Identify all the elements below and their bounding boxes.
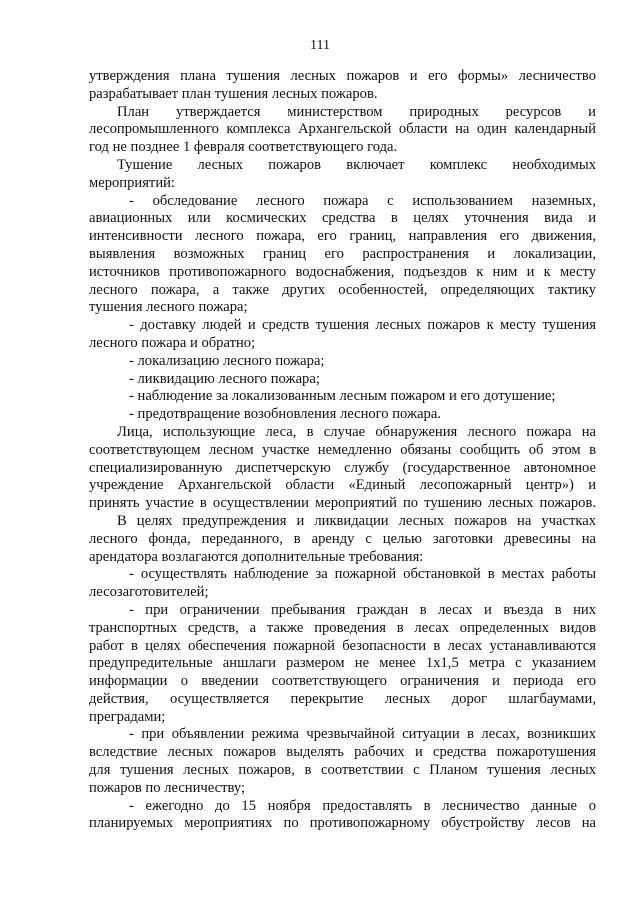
text-line: - ежегодно до 15 ноября предоставлять в лесничество данные о [129, 797, 596, 814]
text-line: арендатора возлагаются дополнительные требования: [89, 548, 424, 565]
text-line: мероприятий: [89, 174, 175, 191]
text-line: - осуществлять наблюдение за пожарной обстановкой в местах работы [129, 566, 596, 583]
text-line: В целях предупреждения и ликвидации лесных пожаров на участках [117, 512, 596, 529]
text-line: год не позднее 1 февраля соответствующего года. [89, 139, 398, 156]
text-line: источников противопожарного водоснабжения, подъездов к ним и к месту [89, 263, 596, 280]
text-line: действия, осуществляется перекрытие лесных дорог шлагбаумами, [89, 690, 596, 707]
page-number: 111 [310, 38, 330, 53]
text-line: - при ограничении пребывания граждан в лесах и въезда в них [129, 601, 596, 618]
text-line: - ликвидацию лесного пожара; [129, 370, 320, 387]
document-body [89, 68, 596, 833]
text-line: выявления возможных границ его распространения и локализации, [89, 245, 596, 262]
text-line: преградами; [89, 708, 166, 725]
text-line: лесного пожара и обратно; [89, 334, 256, 351]
text-line: транспортных средств, а также проведения в лесах определенных видов [89, 619, 596, 636]
text-line: для тушения лесных пожаров, в соответствии с Планом тушения лесных [89, 762, 596, 779]
text-line: принять участие в осуществлении мероприятий по тушению лесных пожаров. [89, 495, 596, 512]
text-line: планируемых мероприятиях по противопожарному обустройству лесов на [89, 815, 596, 832]
text-line: - доставку людей и средств тушения лесных пожаров к месту тушения [129, 317, 596, 334]
text-line: специализированную диспетчерскую службу (государственное автономное [89, 459, 596, 476]
text-line: - локализацию лесного пожара; [129, 352, 325, 369]
text-line: пожаров по лесничеству; [89, 779, 245, 796]
text-line: План утверждается министерством природных ресурсов и [117, 103, 596, 120]
text-line: учреждение Архангельской области «Единый лесопожарный центр») и [89, 477, 596, 494]
text-line: лесопромышленного комплекса Архангельской области на один календарный [89, 121, 596, 138]
text-line: Лица, использующие леса, в случае обнаружения лесного пожара на [117, 423, 596, 440]
text-line: - обследование лесного пожара с использованием наземных, [129, 192, 596, 209]
text-line: - предотвращение возобновления лесного пожара. [129, 406, 441, 423]
text-line: интенсивности лесного пожара, его границ, направления его движения, [89, 228, 596, 245]
text-line: вследствие лесных пожаров выделять рабочих и средства пожаротушения [89, 744, 596, 761]
text-line: разрабатывает план тушения лесных пожаров. [89, 85, 378, 102]
text-line: соответствующем лесном участке немедленно обязаны сообщить об этом в [89, 441, 596, 458]
text-line: утверждения плана тушения лесных пожаров и его формы» лесничество [89, 68, 596, 84]
text-line: тушения лесного пожара; [89, 299, 248, 316]
text-line: Тушение лесных пожаров включает комплекс необходимых [117, 156, 596, 173]
text-line: работ в целях обеспечения пожарной безопасности в лесах устанавливаются [89, 637, 596, 654]
text-line: лесного фонда, переданного, в аренду с целью заготовки древесины на [89, 530, 596, 547]
text-line: информации о введении соответствующего ограничения и периода его [89, 673, 596, 690]
text-line: авиационных или космических средства в целях уточнения вида и [89, 210, 596, 227]
text-line: предупредительные аншлаги размером не менее 1х1,5 метра с указанием [89, 655, 596, 672]
text-line: лесного пожара, а также других особенностей, определяющих тактику [89, 281, 596, 298]
text-line: - наблюдение за локализованным лесным пожаром и его дотушение; [129, 388, 556, 405]
text-line: - при объявлении режима чрезвычайной ситуации в лесах, возникших [129, 726, 596, 743]
text-line: лесозаготовителей; [89, 584, 209, 601]
